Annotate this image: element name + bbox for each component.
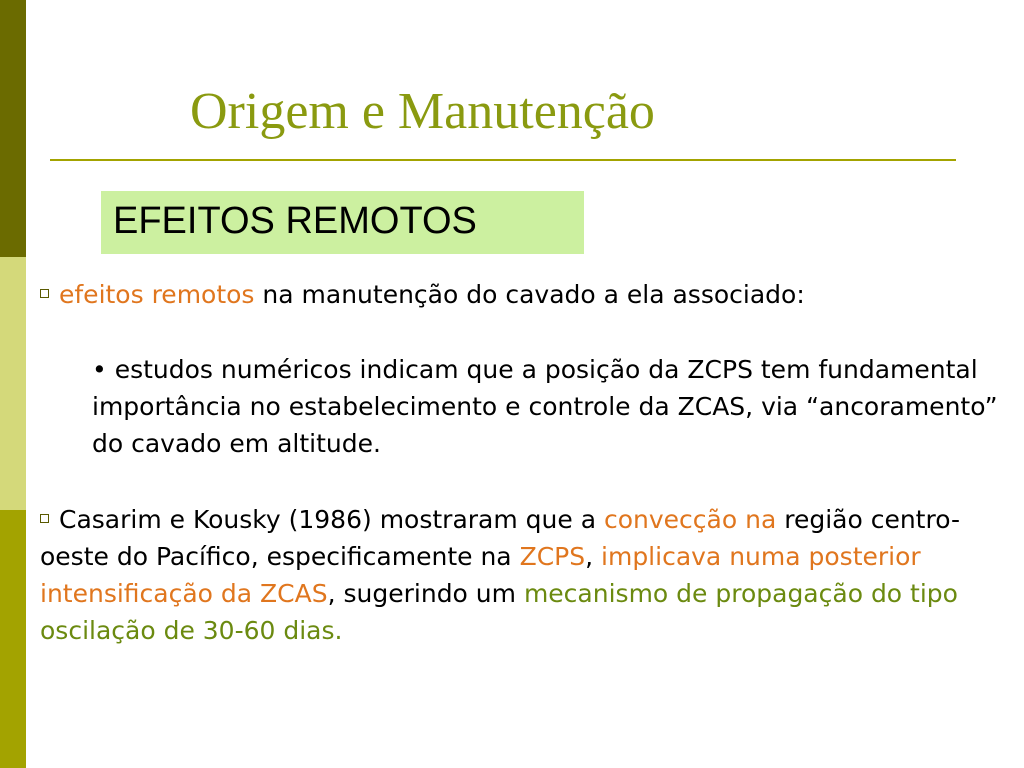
bullet-item-2 [40, 501, 1000, 649]
title-divider [50, 159, 956, 161]
bullet-2-seg8: mecanismo de propagação do tipo oscilação de 30-60 dias. [40, 579, 958, 645]
sub-bullet-item [92, 351, 1012, 462]
bullet-item-1 [40, 276, 1020, 313]
slide-title: Origem e Manutenção [190, 83, 655, 140]
bullet-1-text: na manutenção do cavado a ela associado: [254, 280, 805, 309]
dot-bullet-icon: • [92, 355, 115, 384]
bullet-2-seg2: convecção na [603, 505, 777, 534]
bullet-2-seg7: , sugerindo um [327, 579, 524, 608]
side-bar-top [0, 0, 26, 257]
side-bar-bottom [0, 510, 26, 768]
square-bullet-icon [40, 289, 49, 298]
bullet-2-seg3: região centro-oeste do Pacífico, especificamente na [40, 505, 960, 571]
bullet-2-seg5: , [585, 542, 602, 571]
section-label: EFEITOS REMOTOS [113, 200, 477, 242]
bullet-1-highlight: efeitos remotos [59, 280, 255, 309]
side-bar-middle [0, 257, 26, 510]
bullet-2-seg1: Casarim e Kousky (1986) mostraram que a [59, 505, 604, 534]
bullet-2-seg4: ZCPS [519, 542, 586, 571]
square-bullet-icon [40, 514, 49, 523]
sub-bullet-text: estudos numéricos indicam que a posição da ZCPS tem fundamental importância no estabelecimento e controle da ZCAS, via “ancoramento” do cavado em altitude. [92, 355, 998, 458]
bullet-2-seg6: implicava numa posterior intensificação da ZCAS [40, 542, 921, 608]
section-label-box [101, 191, 584, 254]
